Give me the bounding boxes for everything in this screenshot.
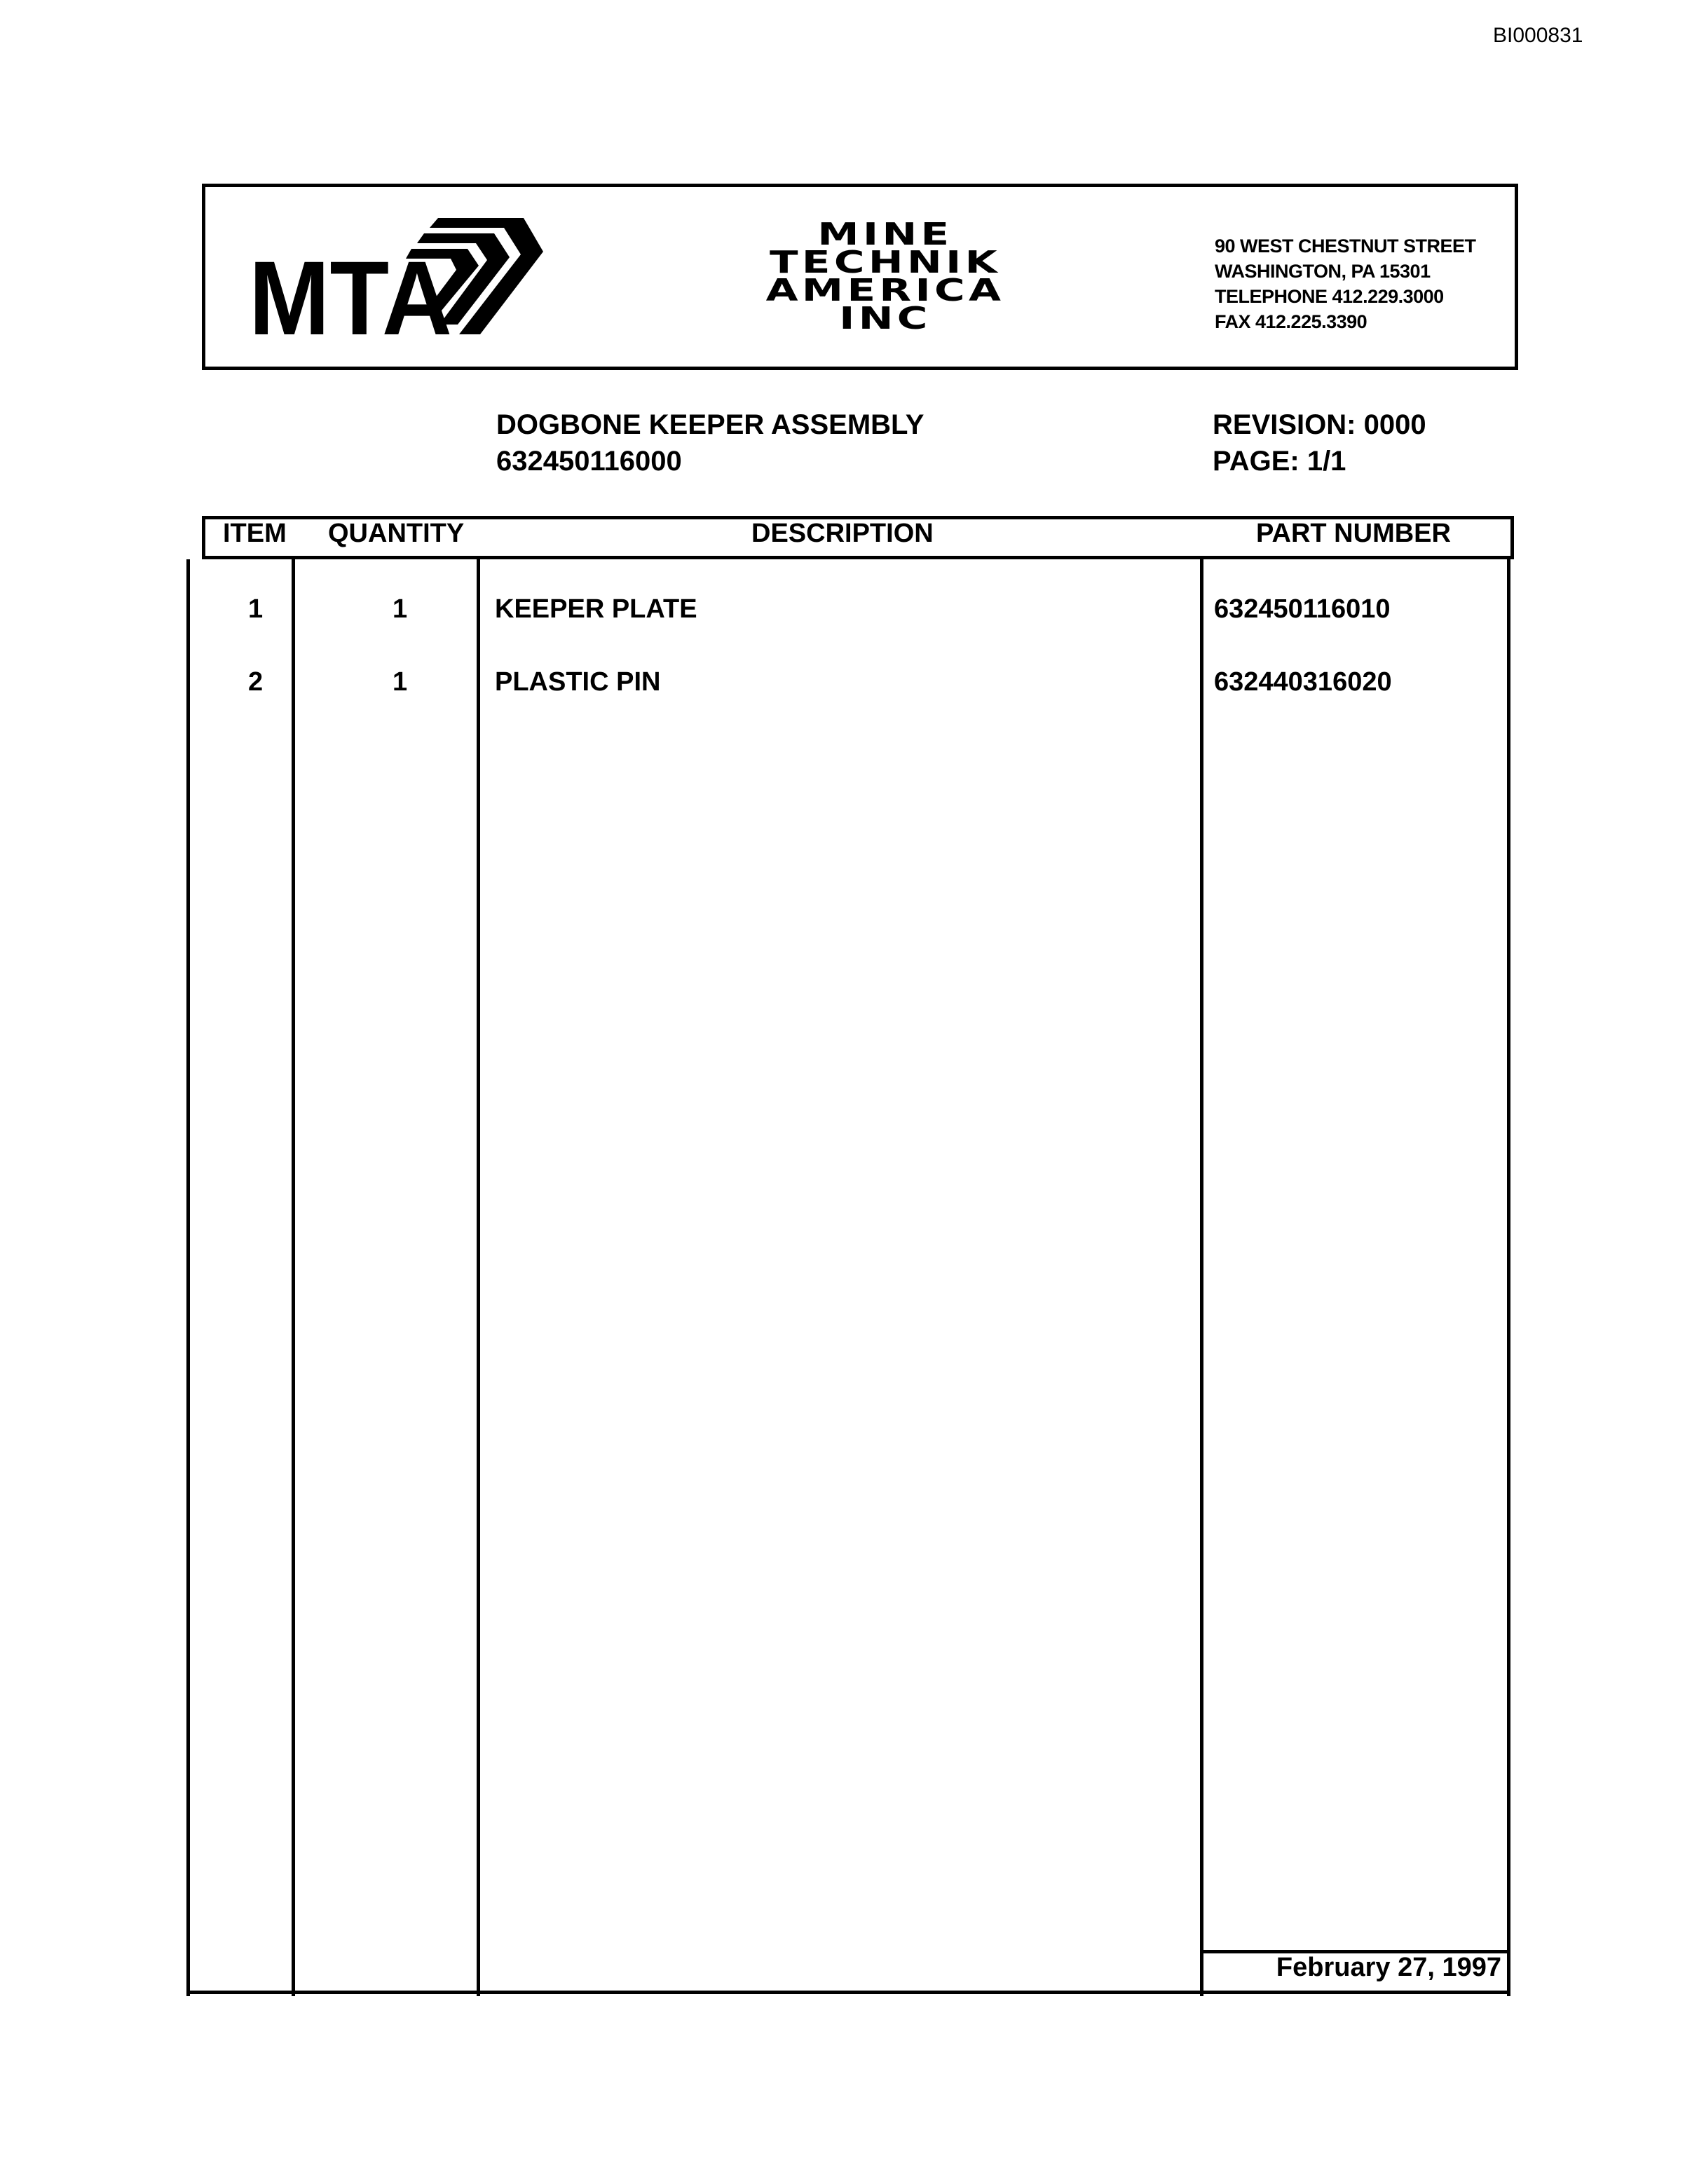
revision-block xyxy=(1213,407,1426,479)
row-2-part-number: 632440316020 xyxy=(1214,667,1392,697)
document-id: BI000831 xyxy=(1493,24,1583,47)
assembly-title-block xyxy=(496,407,925,479)
company-line: AMERICA xyxy=(765,273,1005,308)
assembly-name: DOGBONE KEEPER ASSEMBLY xyxy=(496,409,925,440)
assembly-number: 632450116000 xyxy=(496,446,682,477)
row-1-item: 1 xyxy=(248,594,264,624)
column-divider xyxy=(477,559,480,1996)
company-name xyxy=(630,217,1141,336)
company-line: INC xyxy=(839,301,932,336)
column-header-part-number: PART NUMBER xyxy=(1256,519,1451,548)
table-border-right xyxy=(1507,559,1510,1996)
logo-text: MTA xyxy=(249,239,452,336)
row-1-description: KEEPER PLATE xyxy=(495,594,697,624)
row-2-item: 2 xyxy=(248,667,264,697)
company-address xyxy=(1215,233,1476,334)
column-header-quantity: QUANTITY xyxy=(328,519,465,548)
address-telephone: TELEPHONE 412.229.3000 xyxy=(1215,286,1444,307)
mta-logo xyxy=(249,210,543,336)
column-divider xyxy=(292,559,295,1996)
address-fax: FAX 412.225.3390 xyxy=(1215,311,1367,332)
address-city: WASHINGTON, PA 15301 xyxy=(1215,261,1431,282)
row-1-quantity: 1 xyxy=(393,594,408,624)
letterhead xyxy=(202,184,1518,370)
column-divider xyxy=(1200,559,1203,1996)
column-header-description: DESCRIPTION xyxy=(751,519,934,548)
table-border-bottom xyxy=(186,1991,1510,1994)
company-line: MINE xyxy=(817,217,953,252)
row-2-quantity: 1 xyxy=(393,667,408,697)
table-border-left xyxy=(186,559,190,1996)
row-2-description: PLASTIC PIN xyxy=(495,667,661,697)
revision: REVISION: 0000 xyxy=(1213,409,1426,440)
parts-table xyxy=(186,516,1514,1996)
column-header-item: ITEM xyxy=(223,519,287,548)
address-street: 90 WEST CHESTNUT STREET xyxy=(1215,236,1476,257)
company-line: TECHNIK xyxy=(769,245,1002,280)
document-date: February 27, 1997 xyxy=(1276,1953,1501,1982)
row-1-part-number: 632450116010 xyxy=(1214,594,1391,624)
page-number: PAGE: 1/1 xyxy=(1213,446,1346,477)
